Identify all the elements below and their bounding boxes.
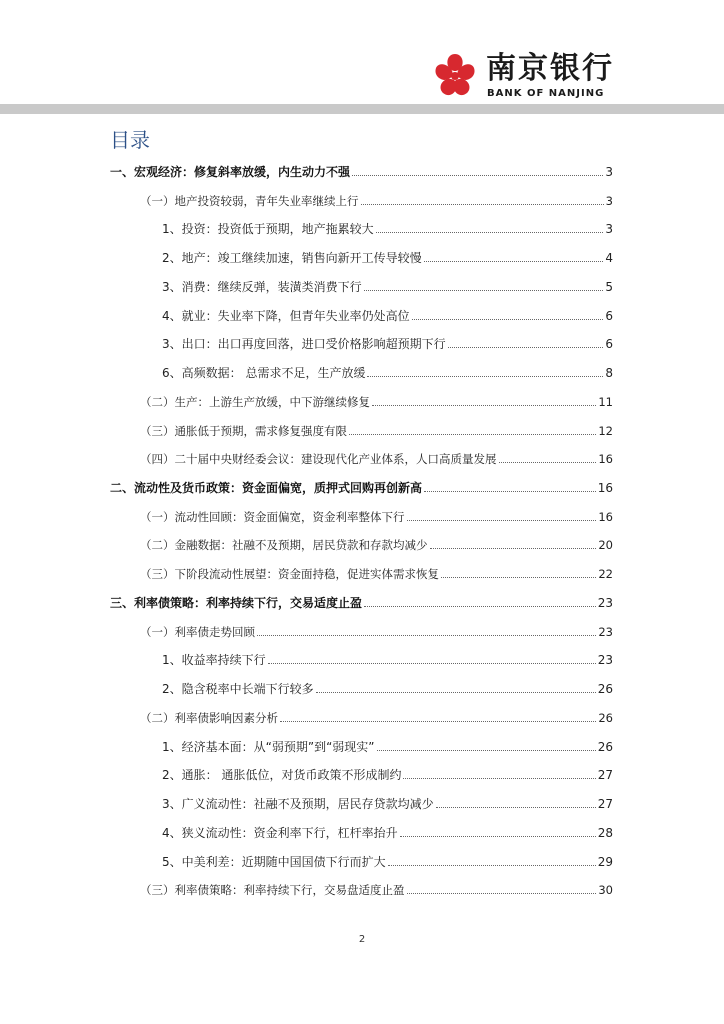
toc-entry-label: 2、通胀： 通胀低位，对货币政策不形成制约 [162,768,402,783]
toc-entry-label: （一）地产投资较弱，青年失业率继续上行 [140,193,359,208]
toc-entry[interactable] [162,334,613,352]
toc-entry-page: 3 [605,222,613,237]
toc-entry-label: 一、宏观经济：修复斜率放缓，内生动力不强 [110,165,351,179]
toc-leader-dots [372,404,596,406]
toc-entry[interactable] [162,650,613,668]
toc-leader-dots [424,260,604,262]
toc-title: 目录 [110,128,150,152]
toc-entry-label: 4、就业：失业率下降，但青年失业率仍处高位 [162,308,410,323]
toc-entry-page: 5 [605,279,613,294]
flower-logo-icon [430,50,480,100]
toc-entry-label: 1、投资：投资低于预期，地产拖累较大 [162,222,374,237]
toc-entry-page: 8 [605,366,613,381]
toc-entry[interactable] [162,679,613,697]
toc-leader-dots [436,806,596,808]
toc-entry-label: 5、中美利差：近期随中国国债下行而扩大 [162,854,386,869]
toc-entry-page: 3 [605,165,613,179]
toc-leader-dots [364,605,596,607]
toc-entry-label: 2、地产：竣工继续加速，销售向新开工传导较慢 [162,251,422,266]
toc-entry[interactable] [162,248,613,266]
toc-leader-dots [407,892,597,894]
toc-leader-dots [403,777,595,779]
toc-entry-page: 26 [598,710,613,725]
toc-entry[interactable] [140,880,613,898]
logo-english-name: BANK OF NANJING [487,88,605,99]
toc-entry-label: （三）下阶段流动性展望：资金面持稳，促进实体需求恢复 [140,567,439,582]
toc-entry[interactable] [110,162,613,180]
toc-entry-label: 三、利率债策略：利率持续下行，交易适度止盈 [110,595,363,610]
toc-entry-label: （一）流动性回顾：资金面偏宽，资金利率整体下行 [140,509,405,524]
toc-entry-label: 3、消费：继续反弹，装潢类消费下行 [162,279,362,294]
bank-logo [430,48,620,104]
toc-entry-page: 28 [597,825,613,840]
toc-entry[interactable] [162,823,613,841]
toc-leader-dots [376,231,604,233]
toc-leader-dots [499,461,597,463]
toc-entry-page: 29 [597,854,613,869]
toc-entry[interactable] [140,564,613,582]
toc-entry[interactable] [162,363,613,381]
toc-leader-dots [388,864,596,866]
toc-leader-dots [424,490,596,492]
toc-entry[interactable] [140,449,613,467]
toc-entry[interactable] [140,392,613,410]
toc-entry-label: 3、广义流动性：社融不及预期，居民存贷款均减少 [162,797,434,812]
toc-entry-label: （二）金融数据：社融不及预期，居民贷款和存款均减少 [140,538,428,553]
toc-entry-page: 11 [598,394,613,409]
toc-entry-label: （三）利率债策略：利率持续下行，交易盘适度止盈 [140,883,405,898]
toc-entry-label: （四）二十届中央财经委会议：建设现代化产业体系，人口高质量发展 [140,452,497,467]
toc-entry-page: 20 [598,538,613,553]
toc-entry-page: 12 [598,423,613,438]
toc-entry[interactable] [162,794,613,812]
toc-entry[interactable] [140,622,613,640]
toc-entry[interactable] [162,277,613,295]
logo-chinese-name: 南京银行 [486,51,614,86]
toc-entry-page: 23 [597,653,613,668]
toc-leader-dots [352,174,603,176]
page-number: 2 [358,934,366,945]
toc-entry[interactable] [140,421,613,439]
toc-entry-page: 6 [605,337,613,352]
toc-leader-dots [316,691,596,693]
toc-entry-page: 6 [605,308,613,323]
toc-leader-dots [268,662,596,664]
toc-leader-dots [430,547,597,549]
toc-entry[interactable] [162,737,613,755]
toc-entry[interactable] [162,852,613,870]
toc-entry-page: 16 [598,452,613,467]
toc-entry[interactable] [162,765,613,783]
toc-entry-page: 27 [597,768,613,783]
toc-entry-label: （三）通胀低于预期，需求修复强度有限 [140,423,347,438]
toc-entry-page: 23 [598,624,613,639]
toc-entry[interactable] [110,593,613,611]
toc-leader-dots [377,749,596,751]
toc-leader-dots [367,375,603,377]
toc-entry-label: 6、高频数据： 总需求不足，生产放缓 [162,366,366,381]
toc-leader-dots [364,289,604,291]
toc-entry-label: （二）利率债影响因素分析 [140,710,278,725]
toc-entry-page: 4 [605,251,613,266]
toc-entry[interactable] [140,708,613,726]
toc-entry-page: 27 [597,797,613,812]
toc-entry-label: 二、流动性及货币政策：资金面偏宽，质押式回购再创新高 [110,481,423,496]
toc-entry-page: 30 [598,883,613,898]
toc-entry[interactable] [110,478,613,496]
header-divider [0,104,724,114]
toc-leader-dots [441,576,596,578]
toc-leader-dots [448,346,604,348]
toc-entry-label: 1、收益率持续下行 [162,653,266,668]
toc-leader-dots [412,318,604,320]
toc-entry-label: 4、狭义流动性：资金利率下行，杠杆率抬升 [162,825,398,840]
toc-entry-page: 3 [605,193,613,208]
toc-entry-page: 22 [598,567,613,582]
toc-leader-dots [349,433,596,435]
toc-entry-label: 2、隐含税率中长端下行较多 [162,682,314,697]
toc-entry-label: 1、经济基本面：从“弱预期”到“弱现实” [162,739,375,754]
toc-leader-dots [280,720,596,722]
toc-entry[interactable] [140,507,613,525]
toc-entry[interactable] [140,535,613,553]
toc-entry[interactable] [140,191,613,209]
toc-entry-page: 26 [597,682,613,697]
toc-leader-dots [407,519,597,521]
toc-entry-page: 23 [597,595,613,610]
toc-entry[interactable] [162,219,613,237]
toc-entry-page: 16 [597,481,613,496]
toc-entry-page: 16 [598,509,613,524]
toc-leader-dots [400,835,596,837]
toc-entry[interactable] [162,306,613,324]
toc-leader-dots [361,203,604,205]
toc-leader-dots [257,634,596,636]
toc-entry-label: （一）利率债走势回顾 [140,624,255,639]
toc-entry-label: 3、出口：出口再度回落，进口受价格影响超预期下行 [162,337,446,352]
toc-entry-label: （二）生产：上游生产放缓，中下游继续修复 [140,394,370,409]
toc-entry-page: 26 [597,739,613,754]
